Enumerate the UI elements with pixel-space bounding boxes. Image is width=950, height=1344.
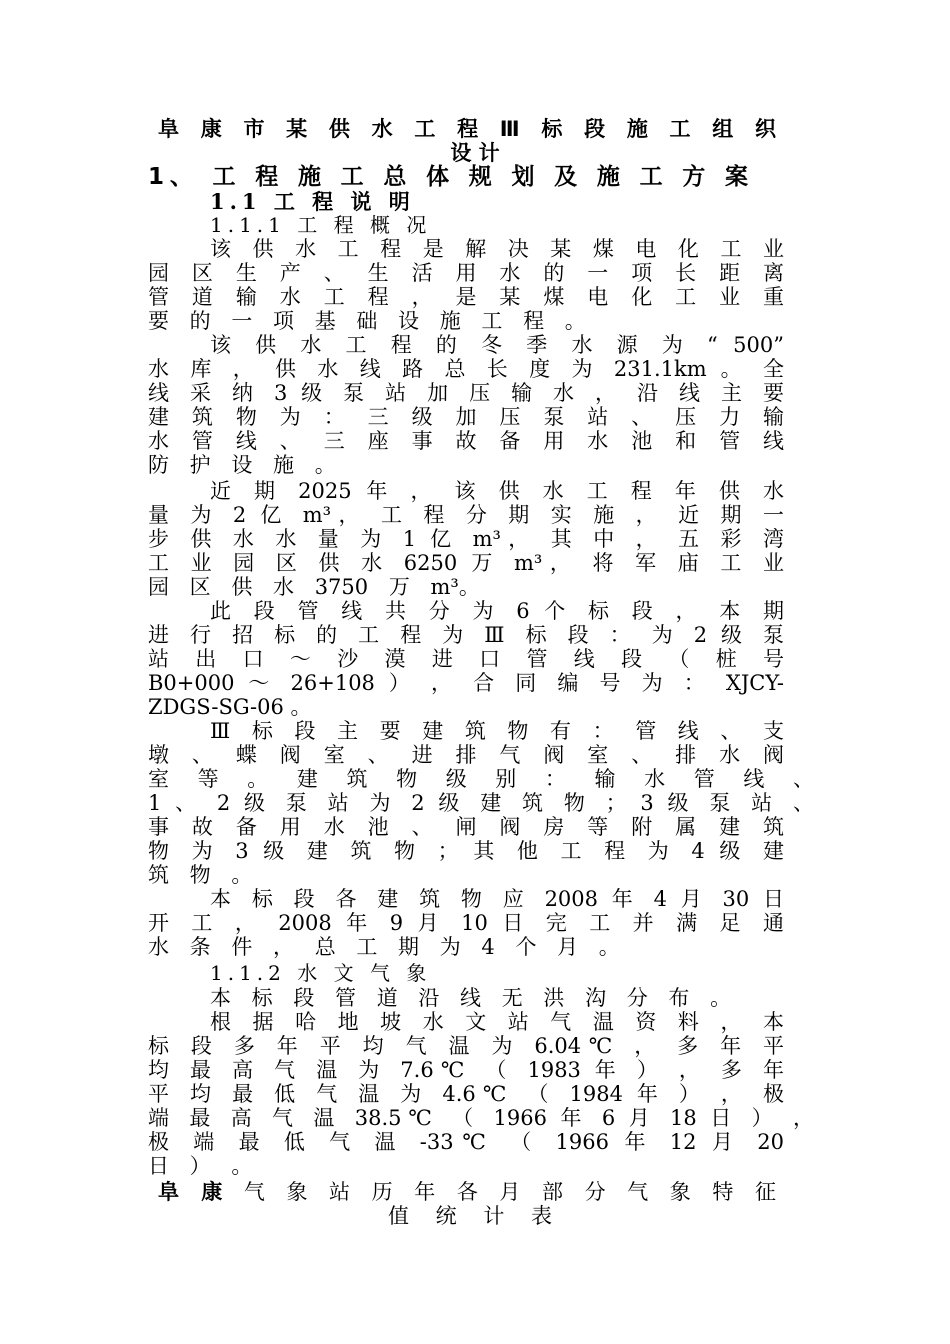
paragraph-line: 水 库 ， 供 水 线 路 总 长 度 为 231.1km 。 全 (148, 357, 784, 381)
paragraph-line: 步 供 水 水 量 为 1 亿 m³， 其 中 ， 五 彩 湾 (148, 527, 784, 551)
table-caption (158, 1180, 776, 1204)
section-heading-1-1: 1.1 工 程 说 明 (210, 189, 415, 214)
table-caption-text: 气 象 站 历 年 各 月 部 分 气 象 特 征 (243, 1180, 776, 1204)
paragraph-line: 园 区 生 产 、 生 活 用 水 的 一 项 长 距 离 (148, 261, 784, 285)
paragraph-line: 本 标 段 各 建 筑 物 应 2008 年 4 月 30 日 (210, 887, 784, 911)
paragraph-line: 进 行 招 标 的 工 程 为 Ⅲ 标 段 ： 为 2 级 泵 (148, 623, 784, 647)
paragraph-line: 近 期 2025 年 ， 该 供 水 工 程 年 供 水 (210, 479, 784, 503)
paragraph-line: 水 条 件 ， 总 工 期 为 4 个 月 。 (148, 935, 620, 959)
paragraph-line: 建 筑 物 为 ： 三 级 加 压 泵 站 、 压 力 输 (148, 405, 784, 429)
document-title: 阜 康 市 某 供 水 工 程 Ⅲ 标 段 施 工 组 织 (158, 117, 776, 141)
paragraph-line: 筑 物 。 (148, 863, 253, 887)
table-caption-bold: 阜 康 (158, 1180, 230, 1204)
paragraph-line: 室 等 。 建 筑 物 级 别 ： 输 水 管 线 、 (148, 767, 814, 791)
paragraph-line: 园 区 供 水 3750 万 m³。 (148, 575, 480, 599)
paragraph-line: 开 工 ， 2008 年 9 月 10 日 完 工 并 满 足 通 (148, 911, 784, 935)
paragraph-line: 标 段 多 年 平 均 气 温 为 6.04℃ ， 多 年 平 (148, 1034, 784, 1058)
paragraph-line: 日 ） 。 (148, 1154, 253, 1178)
section-heading-1-1-1: 1.1.1 工 程 概 况 (210, 213, 432, 237)
paragraph-line: 极 端 最 低 气 温 -33℃ （ 1966 年 12 月 20 (148, 1130, 784, 1154)
paragraph-line: 工 业 园 区 供 水 6250 万 m³， 将 军 庙 工 业 (148, 551, 784, 575)
paragraph-line: 防 护 设 施 。 (148, 453, 336, 477)
paragraph-line: ZDGS-SG-06 。 (148, 695, 312, 719)
paragraph-line: 此 段 管 线 共 分 为 6 个 标 段 ， 本 期 (210, 599, 784, 623)
paragraph-line: 水 管 线 、 三 座 事 故 备 用 水 池 和 管 线 (148, 429, 784, 453)
paragraph-line: 端 最 高 气 温 38.5℃ （ 1966 年 6 月 18 日 ） ， (148, 1106, 814, 1130)
paragraph-line: 事 故 备 用 水 池 、 闸 阀 房 等 附 属 建 筑 (148, 815, 784, 839)
paragraph-line: 要 的 一 项 基 础 设 施 工 程 。 (148, 309, 586, 333)
paragraph-line: 均 最 高 气 温 为 7.6℃ （ 1983 年 ） ， 多 年 (148, 1058, 784, 1082)
paragraph-line: B0+000 ～ 26+108 ） ， 合 同 编 号 为 ： XJCY- (148, 671, 784, 695)
paragraph-line: 墩 、 蝶 阀 室 、 进 排 气 阀 室 、 排 水 阀 (148, 743, 784, 767)
paragraph-line: 物 为 3 级 建 筑 物 ； 其 他 工 程 为 4 级 建 (148, 839, 784, 863)
paragraph-line: 该 供 水 工 程 的 冬 季 水 源 为 “ 500” (210, 333, 784, 357)
paragraph-line: 量 为 2 亿 m³， 工 程 分 期 实 施 ， 近 期 一 (148, 503, 784, 527)
paragraph-line: 管 道 输 水 工 程 ， 是 某 煤 电 化 工 业 重 (148, 285, 784, 309)
paragraph-line: 平 均 最 低 气 温 为 4.6℃ （ 1984 年 ） ， 极 (148, 1082, 784, 1106)
section-heading-1: 1、 工 程 施 工 总 体 规 划 及 施 工 方 案 (148, 164, 748, 190)
paragraph-line: 线 采 纳 3 级 泵 站 加 压 输 水 ， 沿 线 主 要 (148, 381, 784, 405)
paragraph-line: 1 、 2 级 泵 站 为 2 级 建 筑 物 ； 3 级 泵 站 、 (148, 791, 814, 815)
section-heading-1-1-2: 1.1.2 水 文 气 象 (210, 961, 432, 985)
paragraph-line: 本 标 段 管 道 沿 线 无 洪 沟 分 布 。 (210, 986, 732, 1010)
paragraph-line: 根 据 哈 地 坡 水 文 站 气 温 资 料 ， 本 (210, 1010, 784, 1034)
document-title-continued: 设 计 (450, 141, 500, 165)
table-caption-line2: 值 统 计 表 (387, 1204, 563, 1228)
paragraph-line: 站 出 口 ～ 沙 漠 进 口 管 线 段 （ 桩 号 (148, 647, 784, 671)
paragraph-line: 该 供 水 工 程 是 解 决 某 煤 电 化 工 业 (210, 237, 784, 261)
paragraph-line: Ⅲ 标 段 主 要 建 筑 物 有 ： 管 线 、 支 (210, 719, 784, 743)
